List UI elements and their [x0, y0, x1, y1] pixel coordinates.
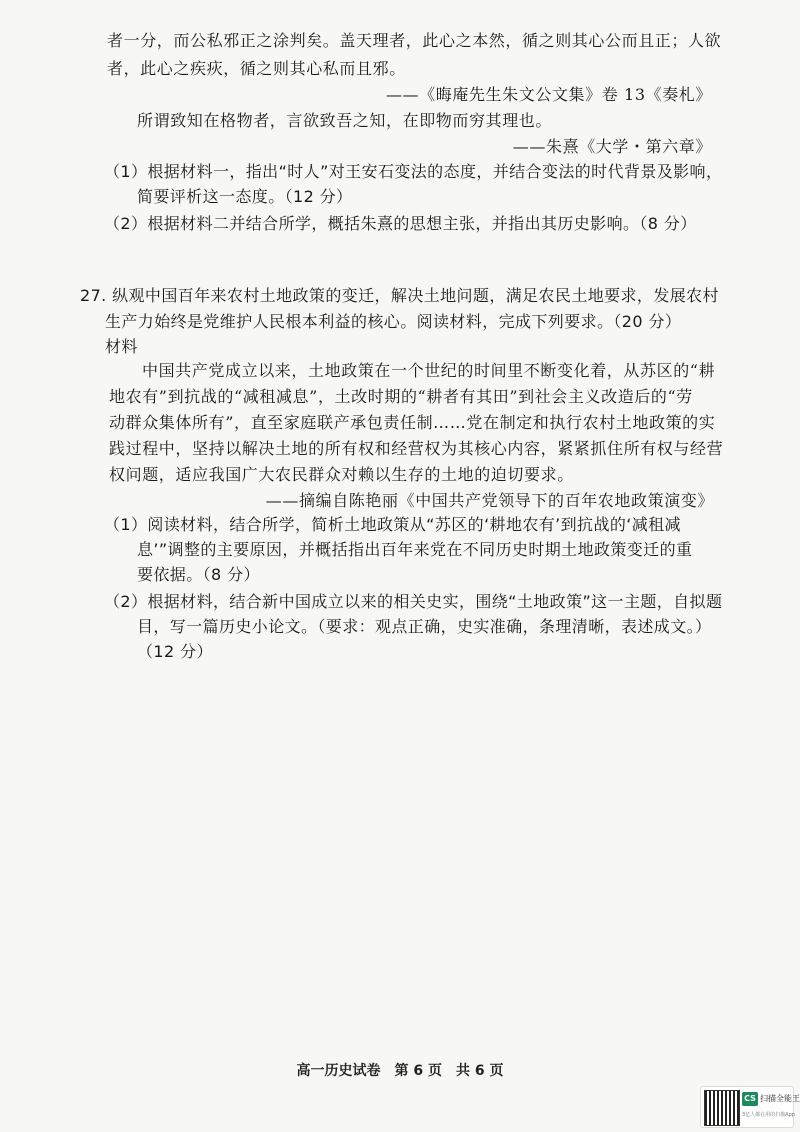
q27-material-label: 材料 [105, 337, 138, 356]
material2-source1: ——《晦庵先生朱文公文集》卷 13《奏札》 [385, 85, 712, 104]
material2-line2: 者，此心之疾疢，循之则其心私而且邪。 [107, 59, 406, 78]
page-footer: 高一历史试卷 第 6 页 共 6 页 [296, 1063, 504, 1079]
q26-sub2: （2）根据材料二并结合所学，概括朱熹的思想主张，并指出其历史影响。（8 分） [104, 214, 697, 233]
q27-sub2-line1: （2）根据材料，结合新中国成立以来的相关史实，围绕“土地政策”这一主题，自拟题 [104, 592, 723, 611]
camscanner-logo-icon: CS [742, 1092, 758, 1106]
q26-sub1-line1: （1）根据材料一，指出“时人”对王安石变法的态度，并结合变法的时代背景及影响， [104, 162, 723, 181]
material2-line1: 者一分，而公私邪正之涂判矣。盖天理者，此心之本然，循之则其心公而且正；人欲 [107, 31, 722, 50]
q27-material-line2: 地农有”到抗战的“减租减息”，土改时期的“耕者有其田”到社会主义改造后的“劳 [109, 387, 693, 406]
watermark-app-name: 扫描全能王 [760, 1094, 800, 1103]
material2-quote: 所谓致知在格物者，言欲致吾之知，在即物而穷其理也。 [137, 111, 553, 130]
qr-code-icon [704, 1090, 740, 1126]
watermark-tagline: 3亿人都在用的扫描App [742, 1112, 795, 1118]
q27-sub1-line2: 息’”调整的主要原因，并概括指出百年来党在不同历史时期土地政策变迁的重 [137, 540, 693, 559]
scanner-watermark [700, 1086, 800, 1128]
q27-stem-line2: 生产力始终是党维护人民根本利益的核心。阅读材料，完成下列要求。（20 分） [105, 312, 682, 331]
q27-sub2-line2: 目，写一篇历史小论文。（要求：观点正确，史实准确，条理清晰，表述成文。） [137, 617, 712, 636]
q27-stem-line1: 27. 纵观中国百年来农村土地政策的变迁，解决土地问题，满足农民土地要求，发展农村 [80, 286, 719, 305]
q27-sub2-line3: （12 分） [137, 642, 213, 661]
q26-sub1-line2: 简要评析这一态度。（12 分） [137, 187, 353, 206]
q27-material-line1: 中国共产党成立以来，土地政策在一个世纪的时间里不断变化着，从苏区的“耕 [142, 361, 716, 380]
q27-material-source: ——摘编自陈艳丽《中国共产党领导下的百年农地政策演变》 [265, 491, 714, 510]
q27-sub1-line1: （1）阅读材料，结合所学，简析土地政策从“苏区的‘耕地农有’到抗战的‘减租减 [104, 515, 681, 534]
q27-material-line3: 动群众集体所有”，直至家庭联产承包责任制……党在制定和执行农村土地政策的实 [109, 413, 716, 432]
q27-material-line5: 权问题，适应我国广大农民群众对赖以生存的土地的迫切要求。 [109, 465, 574, 484]
q27-sub1-line3: 要依据。（8 分） [137, 565, 260, 584]
material2-source2: ——朱熹《大学・第六章》 [512, 137, 712, 156]
q27-material-line4: 践过程中，坚持以解决土地的所有权和经营权为其核心内容，紧紧抓住所有权与经营 [109, 439, 724, 458]
